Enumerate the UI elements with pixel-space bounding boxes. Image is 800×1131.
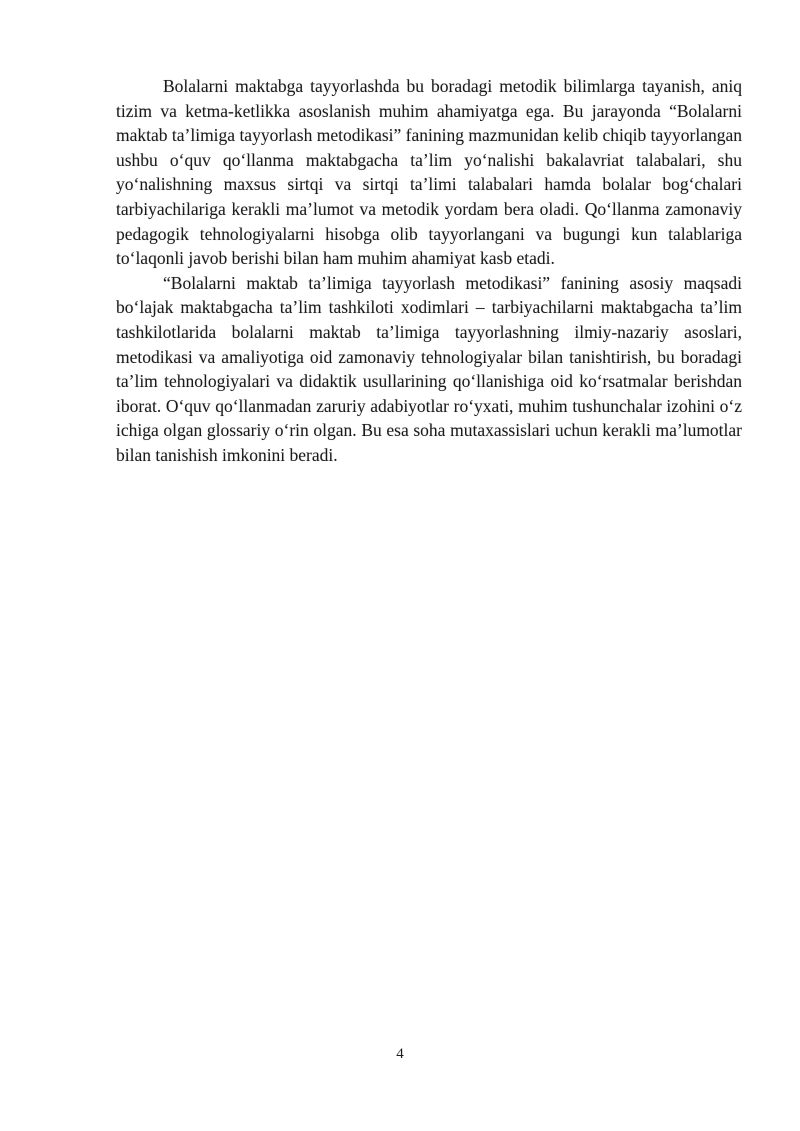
body-text: [116, 74, 742, 468]
paragraph-2: “Bolalarni maktab ta’limiga tayyorlash metodikasi” fanining asosiy maqsadi bo‘lajak maktabgacha ta’lim tashkiloti xodimlari – tarbiyachilarni maktabgacha ta’lim tashkilotlarida bolalarni maktab ta’limiga tayyorlashning ilmiy-nazariy asoslari, metodikasi va amaliyotiga oid zamonaviy tehnologiyalar bilan tanishtirish, bu boradagi ta’lim tehnologiyalari va didaktik usullarining qo‘llanishiga oid ko‘rsatmalar berishdan iborat. O‘quv qo‘llanmadan zaruriy adabiyotlar ro‘yxati, muhim tushunchalar izohini o‘z ichiga olgan glossariy o‘rin olgan. Bu esa soha mutaxassislari uchun kerakli ma’lumotlar bilan tanishish imkonini beradi.: [116, 272, 742, 465]
paragraph-1: Bolalarni maktabga tayyorlashda bu boradagi metodik bilimlarga tayanish, aniq tizim va ketma-ketlikka asoslanish muhim ahamiyatga ega. Bu jarayonda “Bolalarni maktab ta’limiga tayyorlash metodikasi” fanining mazmunidan kelib chiqib tayyorlangan ushbu o‘quv qo‘llanma maktabgacha ta’lim yo‘nalishi bakalavriat talabalari, shu yo‘nalishning maxsus sirtqi va sirtqi ta’limi talabalari hamda bolalar bog‘chalari tarbiyachilariga kerakli ma’lumot va metodik yordam bera oladi. Qo‘llanma zamonaviy pedagogik tehnologiyalarni hisobga olib tayyorlangani va bugungi kun talablariga to‘laqonli javob berishi bilan ham muhim ahamiyat kasb etadi.: [116, 76, 742, 269]
page-number: 4: [396, 1046, 404, 1062]
